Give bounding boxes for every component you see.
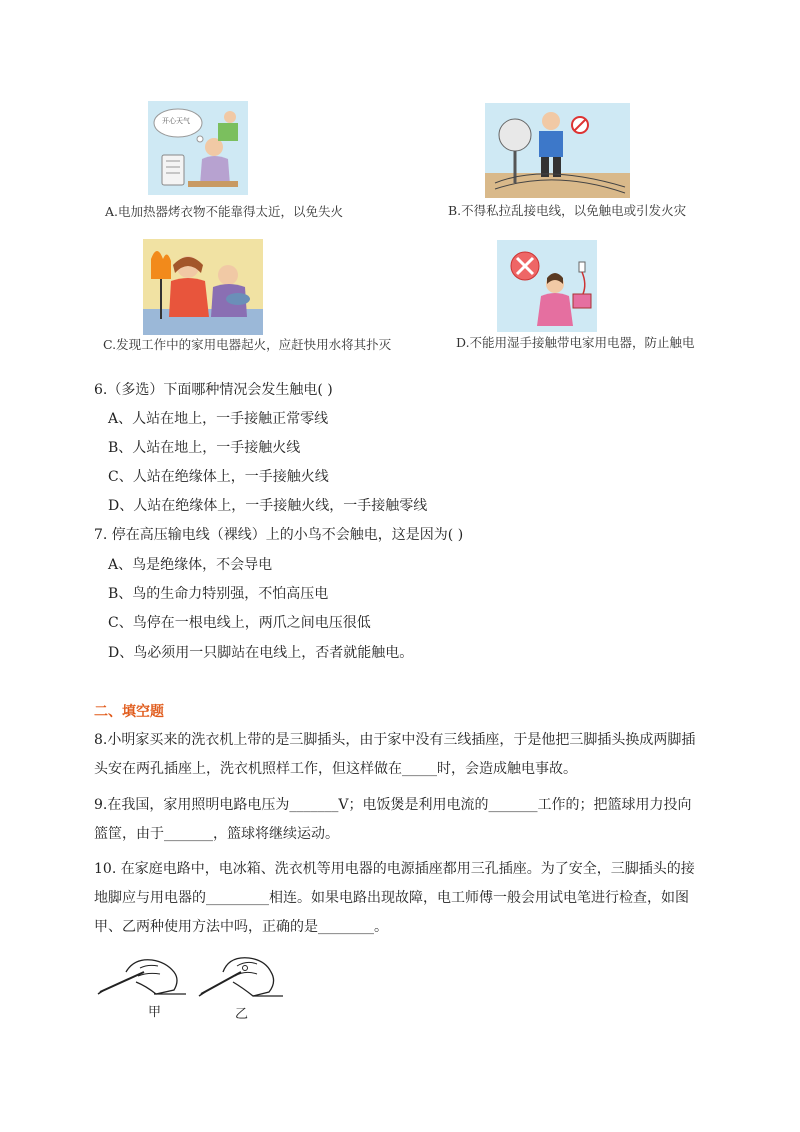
- figure-test-pen-jia: [96, 950, 188, 1000]
- figure-test-pen-yi: [197, 950, 287, 1000]
- question-7-option-b: B、鸟的生命力特别强，不怕高压电: [108, 586, 329, 602]
- illustration-heater-drying-clothes: [148, 101, 248, 195]
- question-7-stem: 7. 停在高压输电线（裸线）上的小鸟不会触电，这是因为( ): [94, 527, 464, 543]
- question-10: [94, 855, 734, 942]
- question-6-stem: 6.（多选）下面哪种情况会发生触电( ): [94, 382, 333, 398]
- question-10-line-3: 甲、乙两种使用方法中吗，正确的是________。: [94, 919, 388, 935]
- illustration-appliance-fire: [143, 239, 263, 335]
- illustration-illegal-wiring: [485, 103, 630, 198]
- illustration-wet-hands-appliance: [497, 240, 597, 332]
- speech-bubble-text: 开心天气: [162, 117, 190, 125]
- question-6-option-d: D、人站在绝缘体上，一手接触火线，一手接触零线: [108, 498, 428, 514]
- question-10-line-1: 10. 在家庭电路中，电冰箱、洗衣机等用电器的电源插座都用三孔插座。为了安全，三脚插头的接: [94, 861, 695, 877]
- question-7-option-d: D、鸟必须用一只脚站在电线上，否者就能触电。: [108, 645, 414, 661]
- section-title-fill-in: 二、填空题: [94, 704, 164, 720]
- question-8-line-2: 头安在两孔插座上，洗衣机照样工作，但这样做在_____时，会造成触电事故。: [94, 761, 577, 777]
- question-8: [94, 726, 734, 784]
- figure-label-yi: 乙: [235, 1007, 249, 1022]
- figure-label-jia: 甲: [148, 1005, 162, 1020]
- question-6-option-c: C、人站在绝缘体上，一手接触火线: [108, 469, 329, 485]
- question-9-line-2: 篮筐，由于_______，篮球将继续运动。: [94, 826, 339, 842]
- question-9-line-1: 9.在我国，家用照明电路电压为_______V；电饭煲是利用电流的_______工作的；把篮球用力投向: [94, 797, 692, 813]
- caption-d: D.不能用湿手接触带电家用电器，防止触电: [456, 335, 695, 350]
- question-7-option-c: C、鸟停在一根电线上，两爪之间电压很低: [108, 615, 371, 631]
- caption-a: A.电加热器烤衣物不能靠得太近，以免失火: [105, 204, 344, 219]
- question-7-option-a: A、鸟是绝缘体，不会导电: [108, 557, 273, 573]
- question-8-line-1: 8.小明家买来的洗衣机上带的是三脚插头，由于家中没有三线插座，于是他把三脚插头换成两脚插: [94, 732, 696, 748]
- caption-b: B.不得私拉乱接电线，以免触电或引发火灾: [448, 203, 687, 218]
- question-6-option-a: A、人站在地上，一手接触正常零线: [108, 411, 329, 427]
- question-6-option-b: B、人站在地上，一手接触火线: [108, 440, 301, 456]
- caption-c: C.发现工作中的家用电器起火，应赶快用水将其扑灭: [103, 337, 392, 352]
- question-10-line-2: 地脚应与用电器的_________相连。如果电路出现故障，电工师傅一般会用试电笔进行检查，如图: [94, 890, 689, 906]
- question-9: [94, 791, 734, 849]
